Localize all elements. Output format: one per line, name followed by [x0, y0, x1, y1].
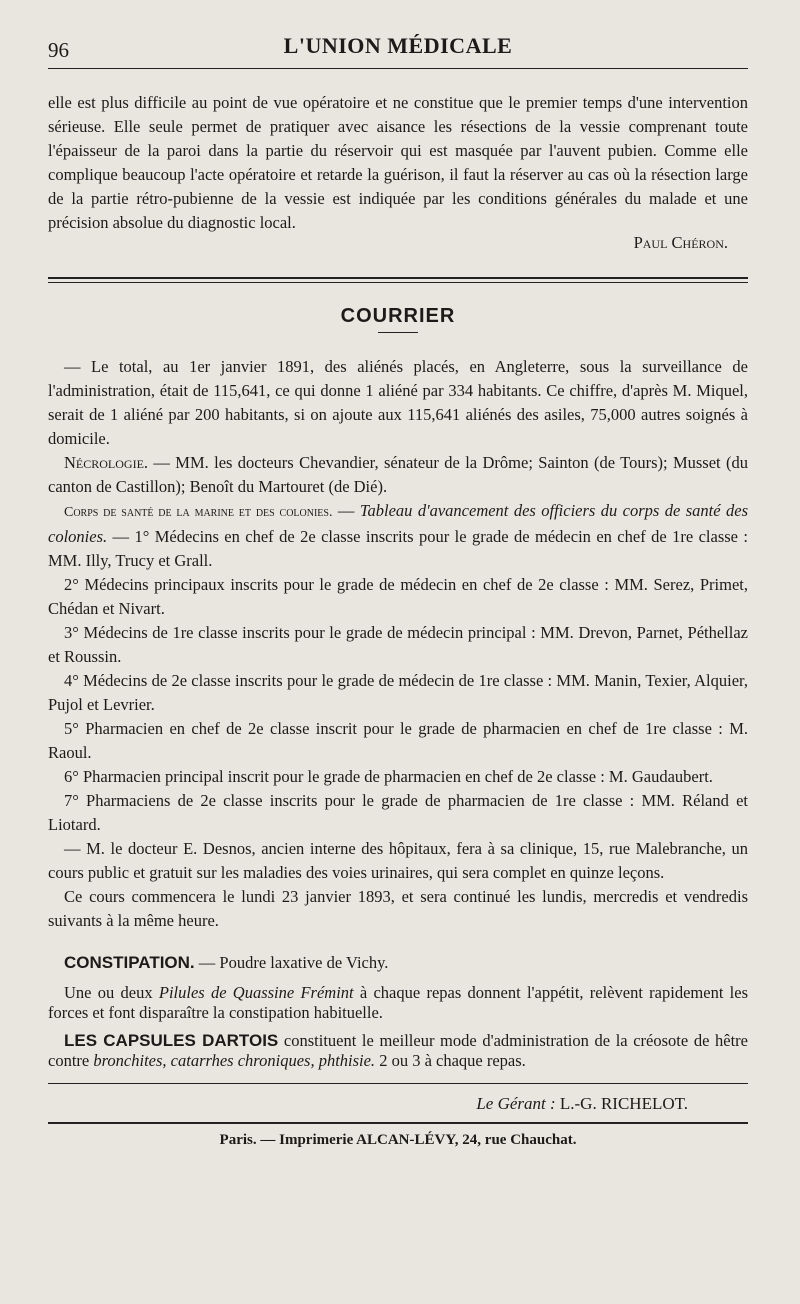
corps-dash: — — [332, 501, 360, 520]
courrier-paragraph-asylum: — Le total, au 1er janvier 1891, des aliénés placés, en Angleterre, sous la surveillance de l'administration, était de 115,641, ce qui donne 1 aliéné par 334 habitants. Ce chiffre, d'après M. Miquel, serait de 1 aliéné par 200 habitants, si on ajoute aux 115,641 aliénés des asiles, 75,000 autres soignés à domicile. — [48, 357, 748, 448]
promotion-item: 4° Médecins de 2e classe inscrits pour le grade de médecin de 1re classe : MM. Manin, Texier, Alquier, Pujol et Levrier. — [48, 671, 748, 714]
ad-constipation-title: CONSTIPATION. — [64, 953, 195, 972]
promotion-item: 2° Médecins principaux inscrits pour le grade de médecin en chef de 2e classe : MM. Serez, Primet, Chédan et Nivart. — [48, 575, 748, 618]
necrologie-text: — MM. les docteurs Chevandier, sénateur de la Drôme; Sainton (de Tours); Musset (du canton de Castillon); Benoît du Martouret (de Dié). — [48, 453, 748, 496]
gerant-line — [48, 1094, 748, 1114]
courrier-paragraph-corps — [48, 499, 748, 573]
ad-dartois-title: LES CAPSULES DARTOIS — [64, 1031, 279, 1050]
ad-quassine-product: Pilules de Quassine Frémint — [158, 983, 354, 1002]
ad-dartois — [48, 1031, 748, 1071]
corps-italic: Tableau d'avancement des officiers du corps de santé des colonies. — [48, 501, 749, 546]
imprint-line: Paris. — Imprimerie ALCAN-LÉVY, 24, rue Chauchat. — [219, 1132, 577, 1148]
courrier-paragraph-necrologie — [48, 451, 748, 499]
courrier-section — [48, 355, 748, 933]
ad-quassine — [48, 983, 748, 1023]
ad-dartois-italic: bronchites, catarrhes chroniques, phthisie. — [93, 1051, 376, 1070]
page-header — [48, 0, 748, 68]
ad-dartois-pre: constituent le meilleur mode d'administration de la créosote de hêtre contre — [48, 1031, 748, 1070]
section-divider — [48, 277, 748, 283]
necrologie-label: Nécrologie. — [64, 453, 149, 472]
footer-rule-top — [48, 1083, 748, 1084]
author-signature: Paul Chéron. — [633, 233, 728, 252]
running-title: L'UNION MÉDICALE — [283, 33, 513, 58]
intro-paragraph: elle est plus difficile au point de vue opératoire et ne constitue que le premier temps d'une intervention sérieuse. Elle seule permet de pratiquer avec aisance les résections de la vessie comprenant toute l'épaisseur de la paroi dans la partie du réservoir qui est masquée par l'auvent pubien. Comme elle complique beaucoup l'acte opératoire et retarde la guérison, il faut la réserver au cas où la résection large de la partie rétro-pubienne de la vessie est indiquée par les conditions générales du malade et une précision absolue du diagnostic local. — [48, 93, 748, 232]
gerant-label: Le Gérant : — [476, 1094, 556, 1113]
corps-label: Corps de santé de la marine et des colonies. — [64, 505, 333, 520]
ad-constipation-text: — Poudre laxative de Vichy. — [194, 953, 389, 972]
ad-quassine-text: à chaque repas donnent l'appétit, relèvent rapidement les forces et font disparaître la constipation habituelle. — [48, 983, 748, 1022]
courrier-paragraph-desnos: — M. le docteur E. Desnos, ancien interne des hôpitaux, fera à sa clinique, 15, rue Malebranche, un cours public et gratuit sur les maladies des voies urinaires, qui sera complet en quinze leçons. — [48, 839, 748, 882]
advertisements — [48, 951, 748, 1071]
courrier-paragraph-cours: Ce cours commencera le lundi 23 janvier 1893, et sera continué les lundis, mercredis et vendredis suivants à la même heure. — [48, 887, 748, 930]
footer-rule-bottom — [48, 1122, 748, 1124]
section-title: COURRIER — [340, 305, 456, 327]
ad-dartois-post: 2 ou 3 à chaque repas. — [375, 1051, 526, 1070]
gerant-name: L.-G. RICHELOT. — [555, 1094, 688, 1113]
ad-quassine-pre: Une ou deux — [64, 983, 159, 1002]
intro-section — [48, 69, 748, 253]
promotion-item: 5° Pharmacien en chef de 2e classe inscrit pour le grade de pharmacien en chef de 1re classe : M. Raoul. — [48, 719, 748, 762]
promotion-item: 3° Médecins de 1re classe inscrits pour le grade de médecin principal : MM. Drevon, Parnet, Péthellaz et Roussin. — [48, 623, 748, 666]
ad-constipation — [48, 951, 748, 975]
promotion-item: 7° Pharmaciens de 2e classe inscrits pour le grade de pharmacien de 1re classe : MM. Réland et Liotard. — [48, 791, 748, 834]
promotion-item: 6° Pharmacien principal inscrit pour le grade de pharmacien en chef de 2e classe : M. Gaudaubert. — [64, 767, 713, 786]
title-underline — [378, 332, 418, 333]
corps-text: — 1° Médecins en chef de 2e classe inscrits pour le grade de médecin en chef de 1re classe : MM. Illy, Trucy et Grall. — [48, 527, 748, 570]
page-number: 96 — [48, 38, 69, 62]
